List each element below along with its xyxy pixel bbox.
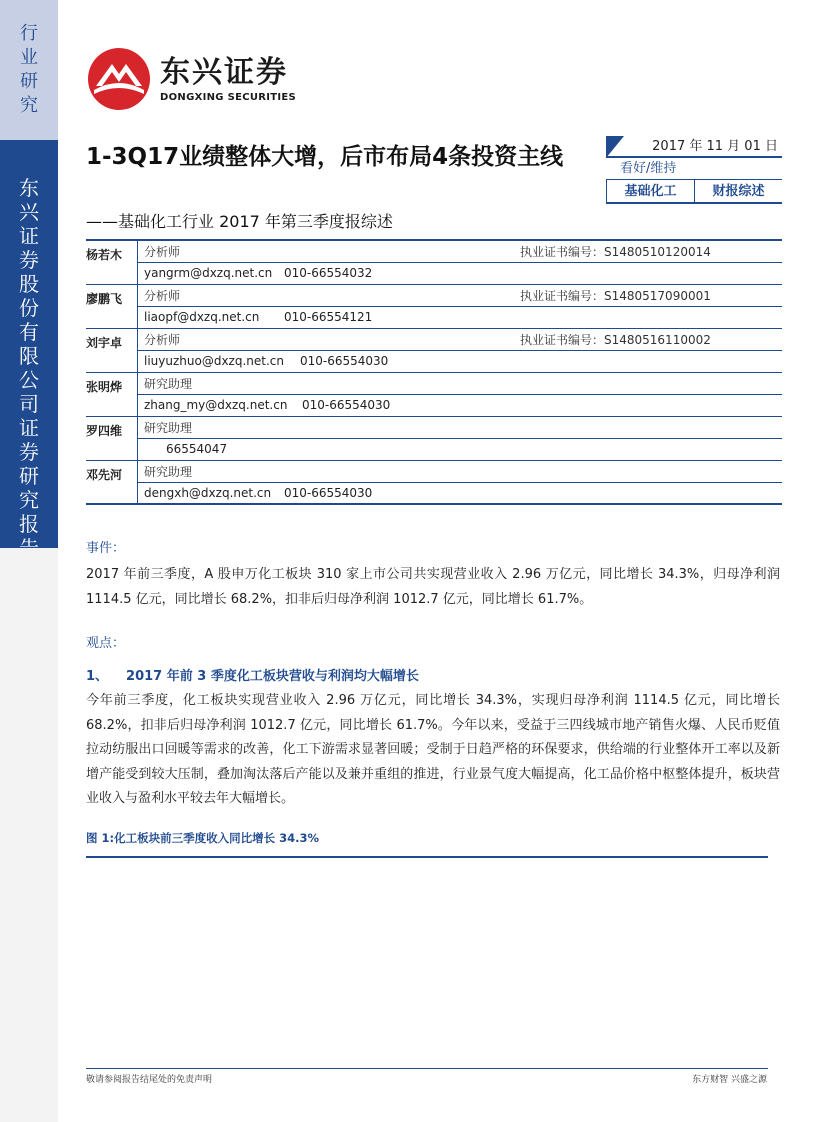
analyst-license: 执业证书编号：S1480516110002 [520, 333, 711, 347]
analyst-role: 分析师 [144, 289, 181, 303]
analyst-row [86, 373, 782, 417]
sidebar-publisher [0, 140, 58, 548]
analyst-name: 杨若木 [86, 241, 138, 284]
analyst-email[interactable]: zhang_my@dxzq.net.cn [144, 398, 288, 412]
analyst-role: 研究助理 [144, 421, 193, 435]
analyst-name: 罗四维 [86, 417, 138, 460]
analyst-email[interactable]: dengxh@dxzq.net.cn [144, 486, 272, 500]
section-1-title: 2017 年前 3 季度化工板块营收与利润均大幅增长 [126, 669, 419, 684]
sidebar-category-label: 行 业 研 究 [20, 23, 38, 116]
analyst-row [86, 417, 782, 461]
sidebar-publisher-label: 东 兴 证 券 股 份 有 限 公 司 证 券 研 究 报 [19, 176, 39, 536]
report-title: 1-3Q17业绩整体大增，后市布局4条投资主线 [86, 144, 564, 170]
report-subtitle: ——基础化工行业 2017 年第三季度报综述 [86, 212, 393, 231]
analyst-table [86, 239, 782, 505]
analyst-role: 分析师 [144, 245, 181, 259]
analyst-phone: 010-66554121 [284, 310, 373, 324]
footer-disclaimer: 敬请参阅报告结尾处的免责声明 [86, 1075, 213, 1085]
sidebar-filler [0, 548, 58, 1122]
date-triangle-icon [606, 136, 624, 158]
analyst-row [86, 461, 782, 505]
analyst-email[interactable]: liaopf@dxzq.net.cn [144, 310, 260, 324]
analyst-phone: 010-66554030 [284, 486, 373, 500]
logo-cn-text: 东兴证券 [160, 54, 288, 90]
logo-en-text: DONGXING SECURITIES [160, 91, 297, 103]
figure-1-caption: 图 1:化工板块前三季度收入同比增长 34.3% [86, 831, 320, 845]
analyst-name: 邓先河 [86, 461, 138, 503]
analyst-license: 执业证书编号：S1480510120014 [520, 245, 711, 259]
logo-emblem-icon [86, 46, 152, 112]
report-date: 2017 年 11 月 01 日 [606, 136, 782, 158]
figure-divider [86, 856, 768, 858]
industry-rating: 看好/维持 [606, 158, 782, 180]
footer-divider [86, 1068, 768, 1069]
tag-report-type: 财报综述 [712, 184, 765, 199]
analyst-role: 研究助理 [144, 465, 193, 479]
analyst-phone: 010-66554030 [300, 354, 389, 368]
event-heading: 事件： [86, 541, 126, 556]
analyst-role: 研究助理 [144, 377, 193, 391]
views-heading: 观点： [86, 636, 126, 651]
analyst-row [86, 241, 782, 285]
section-1-number: 1、 [86, 669, 109, 684]
analyst-phone: 010-66554030 [302, 398, 391, 412]
analyst-row [86, 285, 782, 329]
report-info-box [606, 136, 782, 204]
company-logo [86, 46, 296, 112]
tag-industry: 基础化工 [607, 180, 695, 202]
event-text: 2017 年前三季度，A 股申万化工板块 310 家上市公司共实现营业收入 2.96 万亿元，同比增长 34.3%，归母净利润 1114.5 亿元，同比增长 68.2%，扣非后归母净利润 1012.7 亿元，同比增长 61.7%。 [86, 567, 780, 607]
sidebar-category [0, 0, 58, 140]
footer-slogan: 东方财智 兴盛之源 [692, 1075, 767, 1085]
section-1-text: 今年前三季度，化工板块实现营业收入 2.96 万亿元，同比增长 34.3%，实现归母净利润 1114.5 亿元，同比增长 68.2%，扣非后归母净利润 1012.7 亿元，同比增长 61.7%。今年以来，受益于三四线城市地产销售火爆、人民币贬值拉动纺服出口回暖等需求的改善，化工下游需求显著回暖；受制于日趋严格的环保要求，供给端的行业整体开工率以及新增产能受到较大压制，叠加淘汰落后产能以及兼并重组的推进，行业景气度大幅提高，化工品价格中枢整体提升，板块营业收入与盈利水平较去年大幅增长。 [86, 693, 780, 806]
report-tags [606, 180, 782, 204]
analyst-email[interactable]: liuyuzhuo@dxzq.net.cn [144, 354, 284, 368]
analyst-email[interactable]: yangrm@dxzq.net.cn [144, 266, 273, 280]
analyst-name: 张明烨 [86, 373, 138, 416]
section-1-heading [86, 665, 419, 684]
analyst-name: 廖鹏飞 [86, 285, 138, 328]
analyst-phone: 66554047 [166, 442, 228, 456]
analyst-role: 分析师 [144, 333, 181, 347]
analyst-row [86, 329, 782, 373]
analyst-license: 执业证书编号：S1480517090001 [520, 289, 711, 303]
analyst-name: 刘宇卓 [86, 329, 138, 372]
analyst-phone: 010-66554032 [284, 266, 373, 280]
